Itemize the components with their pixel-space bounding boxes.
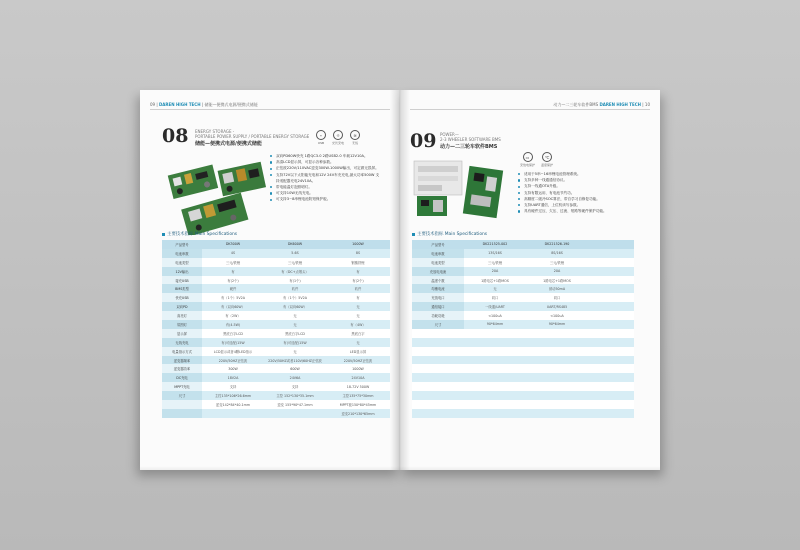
- value-cell: 黑底白字: [326, 329, 390, 338]
- empty-cell: [412, 329, 464, 338]
- value-cell: 20A: [464, 267, 526, 276]
- value-cell: 被动50mA: [526, 284, 588, 293]
- value-cell: 支持: [264, 382, 326, 391]
- table-row-empty: [412, 391, 634, 400]
- value-cell: DK600W: [264, 240, 326, 249]
- row-label-cell: MPPT充电: [162, 382, 202, 391]
- value-cell: 24V6A: [264, 373, 326, 382]
- spec-table: [412, 240, 634, 418]
- value-cell: 主控135*75*30mm: [326, 391, 390, 400]
- value-cell: 1000W: [326, 240, 390, 249]
- feature-label: 充放电保护: [520, 163, 536, 167]
- table-row-empty: [412, 382, 634, 391]
- feature-label: 无线: [352, 141, 359, 145]
- empty-cell: [526, 338, 588, 347]
- row-label-cell: 电池串数: [412, 249, 464, 258]
- spec-table: [162, 240, 390, 418]
- table-row: [162, 356, 390, 365]
- table-row: [162, 373, 390, 382]
- value-cell: 三元/铁锂: [464, 258, 526, 267]
- table-row: [162, 400, 390, 409]
- spec-title: 主要技术指标 Main Specifications: [417, 232, 488, 237]
- table-row: [162, 249, 390, 258]
- empty-cell: [464, 347, 526, 356]
- spec-heading: [162, 231, 237, 237]
- empty-cell: [588, 320, 634, 329]
- row-label-cell: 充放电口: [412, 293, 464, 302]
- value-cell: <100uA: [464, 311, 526, 320]
- value-cell: 600W: [264, 364, 326, 373]
- table-row: [162, 302, 390, 311]
- value-cell: 有(4.5W): [202, 320, 264, 329]
- table-row: [412, 249, 634, 258]
- left-header-text: 储能—便携式电源/便携式储能: [204, 102, 258, 107]
- value-cell: 逆变142*84*40.1mm: [202, 400, 264, 409]
- value-cell: DK221526-190: [526, 240, 588, 249]
- table-row-empty: [412, 329, 634, 338]
- empty-cell: [412, 347, 464, 356]
- table-row: [162, 284, 390, 293]
- value-cell: [264, 409, 326, 418]
- value-cell: 无: [264, 320, 326, 329]
- empty-cell: [526, 364, 588, 373]
- section-title-en-line2: 2-3 WHEELER SOFTWARE BMS: [440, 137, 501, 142]
- row-label-cell: 尺寸: [162, 391, 202, 400]
- page-edge-shade: [140, 466, 400, 470]
- value-cell: 一线通/UART: [464, 302, 526, 311]
- value-cell: 有（1个）5V2A: [202, 293, 264, 302]
- section-number: 08: [162, 125, 189, 147]
- empty-cell: [526, 382, 588, 391]
- feature-label: 光伏充电: [332, 141, 345, 145]
- value-cell: 4S: [202, 249, 264, 258]
- value-cell: 同口: [464, 293, 526, 302]
- value-cell: MPPT板150*80*45mm: [326, 400, 390, 409]
- table-row-empty: [412, 409, 634, 418]
- table-row: [412, 311, 634, 320]
- feature-list: [518, 171, 648, 214]
- empty-cell: [412, 391, 464, 400]
- table-row: [162, 276, 390, 285]
- feature-item: 可支持3~8串锂电池防短保护板。: [270, 196, 382, 202]
- table-row: [162, 240, 390, 249]
- right-page: [400, 90, 660, 470]
- value-cell: 无: [264, 347, 326, 356]
- feature-icons: [316, 130, 360, 145]
- usb-icon: ⌁: [316, 130, 326, 140]
- empty-cell: [588, 267, 634, 276]
- row-label-cell: 氛围灯: [162, 320, 202, 329]
- value-cell: LCD显示或者4颗LED指示: [202, 347, 264, 356]
- feature-label: USB: [317, 141, 325, 145]
- value-cell: <100uA: [526, 311, 588, 320]
- row-label-cell: [162, 409, 202, 418]
- empty-cell: [526, 391, 588, 400]
- value-cell: 无: [464, 284, 526, 293]
- feature-item: 支持一线通OTA升级。: [518, 183, 648, 189]
- empty-cell: [464, 400, 526, 409]
- protection-feature: [520, 152, 535, 167]
- row-label-cell: 电池类型: [162, 258, 202, 267]
- row-label-cell: 显示屏: [162, 329, 202, 338]
- table-row: [162, 409, 390, 418]
- row-label-cell: 产品型号: [162, 240, 202, 249]
- feature-item: 适用于5串~16串锂电池管理系统。: [518, 171, 648, 177]
- empty-cell: [588, 382, 634, 391]
- value-cell: UART/RS485: [526, 302, 588, 311]
- value-cell: 同口: [526, 293, 588, 302]
- empty-cell: [464, 364, 526, 373]
- value-cell: 有（双向60W）: [264, 302, 326, 311]
- value-cell: 有: [202, 267, 264, 276]
- empty-cell: [526, 409, 588, 418]
- value-cell: 220V/50HZ正弦波: [326, 356, 390, 365]
- section-title-cn: 动力—二三轮车软件BMS: [440, 144, 498, 150]
- left-page-header: 09 | DAREN HIGH TECH | 储能—便携式电源/便携式储能: [150, 102, 258, 107]
- temperature-feature: [541, 152, 553, 167]
- row-label-cell: 快充USB: [162, 293, 202, 302]
- table-row: [412, 276, 634, 285]
- value-cell: 硬件: [202, 284, 264, 293]
- value-cell: 90*64mm: [464, 320, 526, 329]
- value-cell: 黑底白字LCD: [202, 329, 264, 338]
- feature-item: 高精度二级冷SOC算法，带自学习自修复功能。: [518, 196, 648, 202]
- wifi-icon: ≋: [350, 130, 360, 140]
- table-row: [162, 311, 390, 320]
- usb-feature: [316, 130, 326, 145]
- value-cell: 三元/铁锂: [526, 258, 588, 267]
- value-cell: 24V10A: [326, 373, 390, 382]
- empty-cell: [588, 293, 634, 302]
- empty-cell: [526, 347, 588, 356]
- feature-list: [270, 153, 382, 203]
- row-label-cell: 逆变器频率: [162, 356, 202, 365]
- table-row: [412, 284, 634, 293]
- empty-cell: [588, 409, 634, 418]
- value-cell: 无: [326, 311, 390, 320]
- value-cell: 有(可选配)15W: [202, 338, 264, 347]
- sun-icon: ☼: [333, 130, 343, 140]
- left-page-number: 09: [150, 102, 156, 107]
- empty-cell: [412, 364, 464, 373]
- value-cell: 有（4W）: [326, 320, 390, 329]
- value-cell: 1000W: [326, 364, 390, 373]
- right-page-header: 动力—二三轮车软件BMS DAREN HIGH TECH | 10: [553, 102, 650, 107]
- value-cell: DK300W: [202, 240, 264, 249]
- empty-cell: [588, 356, 634, 365]
- value-cell: 无: [326, 338, 390, 347]
- value-cell: 主控 152*130*35.1mm: [264, 391, 326, 400]
- value-cell: 20A: [526, 267, 588, 276]
- right-header-rule: [410, 109, 650, 110]
- empty-cell: [526, 400, 588, 409]
- row-label-cell: 12V输出: [162, 267, 202, 276]
- value-cell: 18V2A: [202, 373, 264, 382]
- table-row: [162, 347, 390, 356]
- table-row: [412, 240, 634, 249]
- section-title-en-line1: POWER—: [440, 132, 459, 137]
- section-number: 09: [410, 130, 437, 152]
- table-row: [162, 338, 390, 347]
- value-cell: 有（1个）5V2A: [264, 293, 326, 302]
- empty-cell: [588, 284, 634, 293]
- row-label-cell: 接充USB: [162, 276, 202, 285]
- spec-title: 主要技术指标 Main Specifications: [167, 232, 238, 237]
- value-cell: 8S/16S: [526, 249, 588, 258]
- row-label-cell: 无线充电: [162, 338, 202, 347]
- heading-marker-icon: [162, 233, 165, 236]
- left-brand: DAREN HIGH TECH: [158, 102, 201, 107]
- value-cell: 有(可选配)15W: [264, 338, 326, 347]
- empty-cell: [588, 347, 634, 356]
- row-label-cell: 电量指示方式: [162, 347, 202, 356]
- open-brochure: [140, 90, 660, 470]
- table-row-empty: [412, 373, 634, 382]
- empty-cell: [588, 240, 634, 249]
- value-cell: 有: [326, 267, 390, 276]
- empty-cell: [588, 400, 634, 409]
- row-label-cell: 电池类型: [412, 258, 464, 267]
- value-cell: 无: [264, 311, 326, 320]
- table-row: [412, 320, 634, 329]
- empty-cell: [464, 356, 526, 365]
- value-cell: 有: [326, 293, 390, 302]
- value-cell: 钢酸铁锂: [326, 258, 390, 267]
- solar-feature: [332, 130, 344, 145]
- empty-cell: [526, 329, 588, 338]
- book-gutter: [390, 90, 410, 470]
- empty-cell: [412, 373, 464, 382]
- row-label-cell: 通信接口: [412, 302, 464, 311]
- value-cell: 黑底白字LCD: [264, 329, 326, 338]
- row-label-cell: BMS类型: [162, 284, 202, 293]
- product-photo-bms-boards: [412, 158, 510, 220]
- value-cell: 1路电芯+1路MOS: [526, 276, 588, 285]
- table-row: [162, 329, 390, 338]
- row-label-cell: 电池串数: [162, 249, 202, 258]
- table-row-empty: [412, 400, 634, 409]
- table-row: [162, 267, 390, 276]
- feature-item: 支持多种一线通通信协议。: [518, 177, 648, 183]
- product-photo-circuit-boards: [162, 160, 272, 235]
- right-page-number: 10: [644, 102, 650, 107]
- row-label-cell: 逆变器功率: [162, 364, 202, 373]
- empty-cell: [588, 373, 634, 382]
- battery-protection-icon: ▭: [523, 152, 533, 162]
- empty-cell: [588, 311, 634, 320]
- left-header-rule: [150, 109, 390, 110]
- empty-cell: [588, 302, 634, 311]
- left-page: [140, 90, 400, 470]
- empty-cell: [526, 356, 588, 365]
- value-cell: 300W: [202, 364, 264, 373]
- table-row-empty: [412, 364, 634, 373]
- table-row-empty: [412, 356, 634, 365]
- feature-item: 双向PD60W快充 1路QC3.0 2路USB2.0 车载12V10A。: [270, 153, 382, 159]
- value-cell: 90*64mm: [526, 320, 588, 329]
- value-cell: 软件: [264, 284, 326, 293]
- empty-cell: [412, 400, 464, 409]
- value-cell: 220V/50HZ或者110V/60HZ正弦波: [264, 356, 326, 365]
- value-cell: 有(2个): [202, 276, 264, 285]
- value-cell: 220V/50HZ正弦波: [202, 356, 264, 365]
- table-row: [162, 320, 390, 329]
- table-row: [412, 267, 634, 276]
- spec-heading: [412, 231, 487, 237]
- table-row: [412, 258, 634, 267]
- row-label-cell: 高亮灯: [162, 311, 202, 320]
- empty-cell: [588, 364, 634, 373]
- row-label-cell: 温度个数: [412, 276, 464, 285]
- value-cell: 三元/铁锂: [264, 258, 326, 267]
- value-cell: 有（双向60W）: [202, 302, 264, 311]
- feature-item: 支持72V以下太阳能充电和12V 24V车充充电,最大功率500W 支持适配器充电24V10A。: [270, 172, 382, 184]
- empty-cell: [464, 382, 526, 391]
- section-title-cn: 储能—便携式电源/便携式储能: [195, 141, 262, 147]
- row-label-cell: DC充电: [162, 373, 202, 382]
- row-label-cell: 均衡电流: [412, 284, 464, 293]
- feature-item: 带电能温灯泡照明灯。: [270, 184, 382, 190]
- empty-cell: [412, 382, 464, 391]
- empty-cell: [464, 329, 526, 338]
- table-row: [162, 293, 390, 302]
- empty-cell: [464, 391, 526, 400]
- value-cell: LED显示屏: [326, 347, 390, 356]
- section-title-en-line2: PORTABLE POWER SUPPLY / PORTABLE ENERGY STORAGE: [195, 134, 310, 139]
- empty-cell: [412, 338, 464, 347]
- feature-item: 高清LCD显示屏，可显示各种参数。: [270, 159, 382, 165]
- row-label-cell: 产品型号: [412, 240, 464, 249]
- empty-cell: [412, 409, 464, 418]
- value-cell: 1路电芯+1路MOS: [464, 276, 526, 285]
- heading-marker-icon: [412, 233, 415, 236]
- empty-cell: [464, 373, 526, 382]
- empty-cell: [464, 338, 526, 347]
- feature-label: 温度保护: [541, 163, 554, 167]
- right-brand: DAREN HIGH TECH: [599, 102, 642, 107]
- empty-cell: [588, 258, 634, 267]
- feature-item: 具有硬件过压、欠压、过流、短路等硬件保护功能。: [518, 208, 648, 214]
- value-cell: 逆变 155*90*47.1mm: [264, 400, 326, 409]
- temperature-icon: ℃: [542, 152, 552, 162]
- value-cell: 8S: [326, 249, 390, 258]
- feature-item: 支持有限运用、有电池节约功。: [518, 190, 648, 196]
- value-cell: 有（2W）: [202, 311, 264, 320]
- value-cell: 支持: [202, 382, 264, 391]
- row-label-cell: 尺寸: [412, 320, 464, 329]
- value-cell: 13S/16S: [464, 249, 526, 258]
- table-row: [162, 364, 390, 373]
- feature-icons: [520, 152, 553, 167]
- row-label-cell: 双向PD: [162, 302, 202, 311]
- row-label-cell: 充放电电流: [412, 267, 464, 276]
- value-cell: 有(2个): [326, 276, 390, 285]
- section-title-en-line1: ENERGY STORAGE -: [195, 129, 235, 134]
- feature-item: 正弦波220V/110VAC逆变300W-1000W输出，可定做无损屏。: [270, 165, 382, 171]
- empty-cell: [588, 338, 634, 347]
- value-cell: 三元/铁锂: [202, 258, 264, 267]
- feature-item: 可支持10W无线充电。: [270, 190, 382, 196]
- row-label-cell: 功耗功耗: [412, 311, 464, 320]
- table-row: [162, 391, 390, 400]
- value-cell: 18-72V 500W: [326, 382, 390, 391]
- row-label-cell: [162, 400, 202, 409]
- table-row: [162, 382, 390, 391]
- feature-item: 支持UART通信，上位机读写参数。: [518, 202, 648, 208]
- table-row: [162, 258, 390, 267]
- empty-cell: [464, 409, 526, 418]
- value-cell: DK221525-002: [464, 240, 526, 249]
- value-cell: [202, 409, 264, 418]
- table-row-empty: [412, 338, 634, 347]
- value-cell: 无: [326, 302, 390, 311]
- value-cell: 有（DC+点烟头）: [264, 267, 326, 276]
- value-cell: 5-6S: [264, 249, 326, 258]
- empty-cell: [526, 373, 588, 382]
- table-row: [412, 302, 634, 311]
- empty-cell: [588, 329, 634, 338]
- value-cell: 软件: [326, 284, 390, 293]
- right-header-text: 动力—二三轮车软件BMS: [553, 102, 599, 107]
- empty-cell: [588, 276, 634, 285]
- wireless-feature: [350, 130, 360, 145]
- empty-cell: [412, 356, 464, 365]
- value-cell: 有(1个): [264, 276, 326, 285]
- empty-cell: [588, 249, 634, 258]
- value-cell: 逆变210*130*65mm: [326, 409, 390, 418]
- table-row: [412, 293, 634, 302]
- table-row-empty: [412, 347, 634, 356]
- page-edge-shade: [400, 466, 660, 470]
- empty-cell: [588, 391, 634, 400]
- value-cell: 主控135*106*26.6mm: [202, 391, 264, 400]
